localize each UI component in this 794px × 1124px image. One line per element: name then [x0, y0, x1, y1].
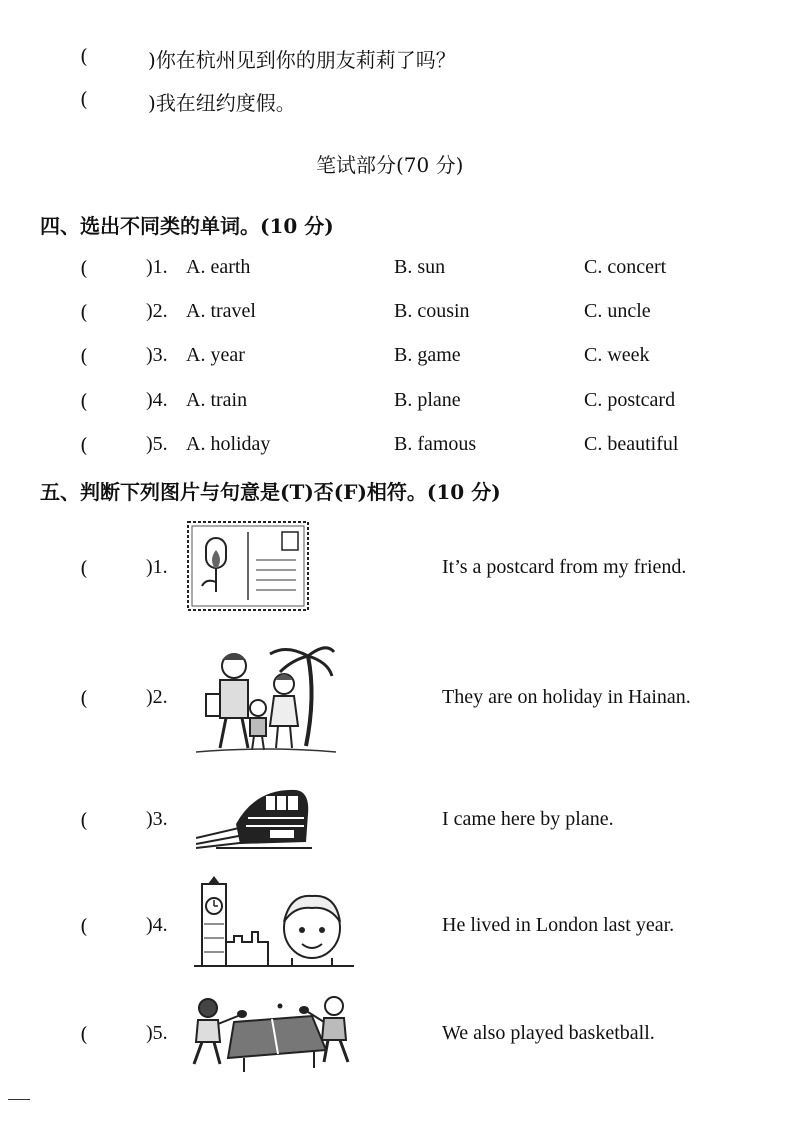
answer-bracket[interactable]: ( — [80, 256, 88, 280]
option-b: B. game — [394, 344, 461, 366]
option-a: A. holiday — [186, 433, 271, 455]
item-number: )2. — [146, 686, 168, 708]
section5-title: 五、判断下列图片与句意是(T)否(F)相符。(10 分) — [40, 480, 501, 504]
option-b: B. cousin — [394, 300, 470, 322]
option-b: B. sun — [394, 256, 446, 278]
answer-bracket[interactable]: ( — [80, 433, 88, 457]
family-beach-icon — [196, 636, 336, 756]
train-icon — [196, 784, 312, 854]
item-number: )4. — [146, 389, 168, 411]
listening-sentence: )你在杭州见到你的朋友莉莉了吗？ — [148, 48, 456, 72]
picture-sentence: It’s a postcard from my friend. — [442, 556, 687, 578]
answer-bracket[interactable]: ( — [80, 87, 88, 111]
answer-bracket[interactable]: ( — [80, 300, 88, 324]
section4-title: 四、选出不同类的单词。(10 分) — [40, 214, 334, 238]
picture-sentence: They are on holiday in Hainan. — [442, 686, 691, 708]
item-number: )5. — [146, 1022, 168, 1044]
answer-bracket[interactable]: ( — [80, 44, 88, 68]
item-number: )5. — [146, 433, 168, 455]
item-number: )3. — [146, 808, 168, 830]
postcard-icon — [186, 520, 310, 612]
option-c: C. week — [584, 344, 650, 366]
option-a: A. train — [186, 389, 248, 411]
answer-bracket[interactable]: ( — [80, 808, 88, 832]
answer-bracket[interactable]: ( — [80, 686, 88, 710]
london-boy-icon — [194, 876, 354, 968]
option-b: B. plane — [394, 389, 461, 411]
item-number: )2. — [146, 300, 168, 322]
written-section-heading: 笔试部分(70 分) — [316, 153, 464, 177]
item-number: )1. — [146, 556, 168, 578]
item-number: )3. — [146, 344, 168, 366]
answer-bracket[interactable]: ( — [80, 344, 88, 368]
table-tennis-icon — [184, 992, 356, 1074]
option-c: C. concert — [584, 256, 667, 278]
picture-sentence: He lived in London last year. — [442, 914, 675, 936]
option-c: C. postcard — [584, 389, 676, 411]
answer-bracket[interactable]: ( — [80, 389, 88, 413]
option-c: C. beautiful — [584, 433, 679, 455]
item-number: )4. — [146, 914, 168, 936]
answer-bracket[interactable]: ( — [80, 1022, 88, 1046]
option-a: A. earth — [186, 256, 251, 278]
item-number: )1. — [146, 256, 168, 278]
answer-bracket[interactable]: ( — [80, 556, 88, 580]
picture-sentence: I came here by plane. — [442, 808, 614, 830]
option-a: A. travel — [186, 300, 256, 322]
listening-sentence: )我在纽约度假。 — [148, 91, 296, 115]
picture-sentence: We also played basketball. — [442, 1022, 655, 1044]
option-b: B. famous — [394, 433, 477, 455]
option-a: A. year — [186, 344, 245, 366]
page-edge-mark — [8, 1099, 30, 1100]
option-c: C. uncle — [584, 300, 651, 322]
answer-bracket[interactable]: ( — [80, 914, 88, 938]
